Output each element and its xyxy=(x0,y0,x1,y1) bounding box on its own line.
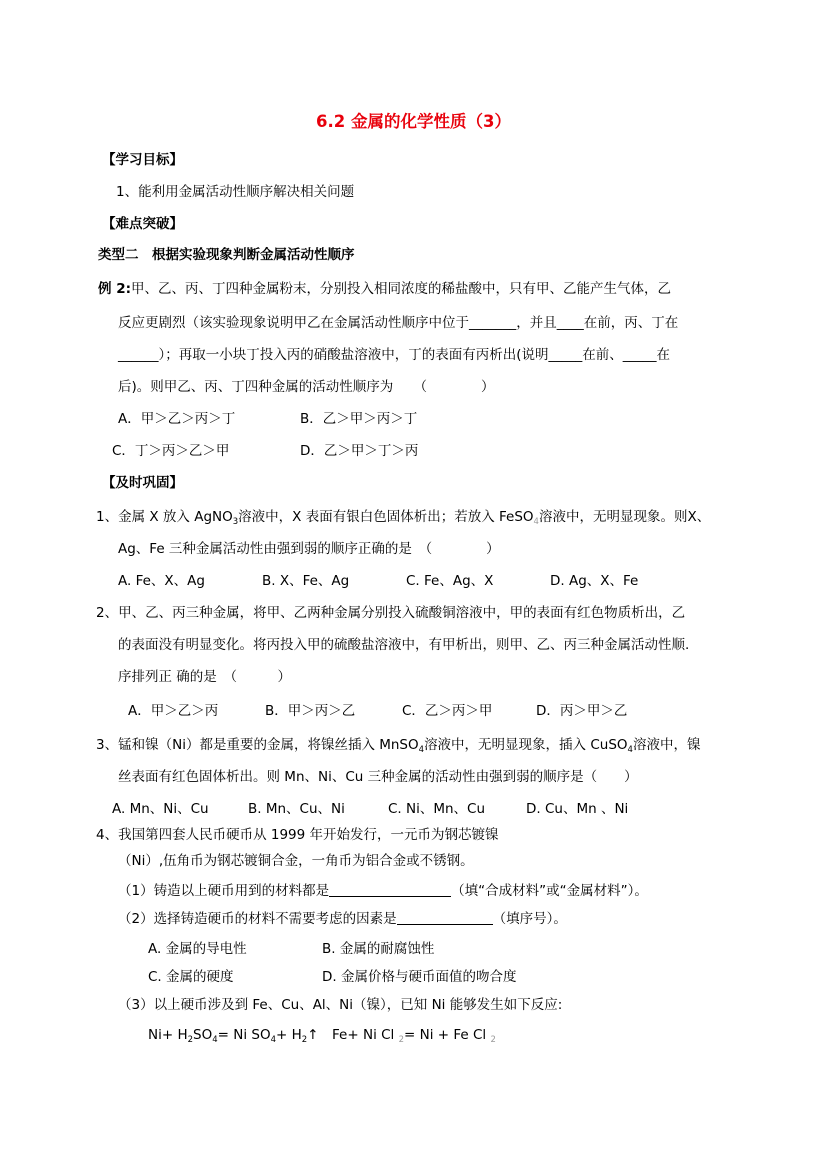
example-option-a: A．甲＞乙＞丙＞丁 xyxy=(118,411,236,427)
q4-sub2-text: （2）选择铸造硬币的材料不需要考虑的因素是 xyxy=(118,911,397,927)
equation-subscript: 2 xyxy=(398,1035,404,1045)
difficulty-heading: 【难点突破】 xyxy=(102,216,183,232)
q3-option-b: B. Mn、Cu、Ni xyxy=(248,801,345,817)
example-option-c: C．丁＞丙＞乙＞甲 xyxy=(112,443,230,459)
q2-option-a: A．甲＞乙＞丙 xyxy=(128,703,219,719)
equation-subscript: 4 xyxy=(212,1035,218,1045)
q3-option-d: D. Cu、Mn 、Ni xyxy=(526,801,629,817)
q1-subscript: 4 xyxy=(533,517,539,527)
q4-line-1: 4、我国第四套人民币硬币从 1999 年开始发行，一元币为钢芯镀镍 xyxy=(96,827,499,843)
example-line-2: 反应更剧烈（该实验现象说明甲乙在金属活动性顺序中位于_______，并且____在前，丙、丁在 xyxy=(118,315,679,331)
q3-text-c: 溶液中，镍 xyxy=(632,737,701,753)
q2-option-c: C．乙＞丙＞甲 xyxy=(402,703,493,719)
page-title: 6.2 金属的化学性质（3） xyxy=(316,112,511,131)
equation-text: = Ni + Fe Cl xyxy=(404,1027,491,1043)
q3-line-1 xyxy=(96,736,700,759)
q3-subscript: 4 xyxy=(418,745,425,755)
q4-option-c: C. 金属的硬度 xyxy=(148,969,234,985)
q2-option-d: D．丙＞甲＞乙 xyxy=(536,703,628,719)
q2-line-2: 的表面没有明显变化。将丙投入甲的硫酸盐溶液中，有甲析出，则甲、乙、丙三种金属活动性顺. xyxy=(118,637,690,653)
q1-text-a: 1、金属 X 放入 AgNO xyxy=(96,509,233,525)
q2-line-3: 序排列正 确的是 （ ） xyxy=(118,669,292,685)
example-text: 甲、乙、丙、丁四种金属粉末，分别投入相同浓度的稀盐酸中，只有甲、乙能产生气体，乙 xyxy=(131,281,671,297)
example-line-1 xyxy=(98,280,671,298)
q1-option-c: C. Fe、Ag、X xyxy=(406,573,494,589)
q3-text-b: 溶液中，无明显现象，插入 CuSO xyxy=(424,737,628,753)
equation-text: + H xyxy=(276,1027,302,1043)
q1-option-b: B. X、Fe、Ag xyxy=(262,573,350,589)
q1-text-c: 溶液中，无明显现象。则X、 xyxy=(538,509,711,525)
equation-subscript: 4 xyxy=(270,1035,277,1045)
equation-text: ↑ Fe+ Ni Cl xyxy=(307,1027,399,1043)
example-line-4: 后)。则甲乙、丙、丁四种金属的活动性顺序为 （ ） xyxy=(118,379,495,395)
answer-blank[interactable] xyxy=(397,910,493,925)
q2-line-1: 2、甲、乙、丙三种金属，将甲、乙两种金属分别投入硫酸铜溶液中，甲的表面有红色物质析出，乙 xyxy=(96,605,686,621)
q3-option-c: C. Ni、Mn、Cu xyxy=(388,801,486,817)
q1-subscript: 3 xyxy=(232,517,239,527)
q3-line-2: 丝表面有红色固体析出。则 Mn、Ni、Cu 三种金属的活动性由强到弱的顺序是（ ） xyxy=(118,769,638,785)
q4-sub1-hint: （填“合成材料”或“金属材料”）。 xyxy=(451,883,648,899)
q1-line-2: Ag、Fe 三种金属活动性由强到弱的顺序正确的是 （ ） xyxy=(118,541,500,557)
q4-sub-question-2 xyxy=(118,910,567,928)
q4-option-d: D. 金属价格与硬币面值的吻合度 xyxy=(322,969,517,985)
equation-text: SO xyxy=(193,1027,213,1043)
type-heading: 类型二 根据实验现象判断金属活动性顺序 xyxy=(98,247,355,263)
q3-option-a: A. Mn、Ni、Cu xyxy=(112,801,209,817)
example-line-3: ______）；再取一小块丁投入丙的硝酸盐溶液中，丁的表面有丙析出(说明_____在前、_____在 xyxy=(118,347,671,363)
example-option-d: D．乙＞甲＞丁＞丙 xyxy=(300,443,419,459)
q3-subscript: 4 xyxy=(627,745,633,755)
q3-text-a: 3、锰和镍（Ni）都是重要的金属，将镍丝插入 MnSO xyxy=(96,737,419,753)
q4-option-b: B. 金属的耐腐蚀性 xyxy=(322,941,435,957)
example-option-b: B．乙＞甲＞丙＞丁 xyxy=(300,411,418,427)
q4-option-a: A. 金属的导电性 xyxy=(148,941,247,957)
q1-text-b: 溶液中，X 表面有银白色固体析出；若放入 FeSO xyxy=(238,509,534,525)
q1-option-a: A. Fe、X、Ag xyxy=(118,573,205,589)
equation-subscript: 2 xyxy=(187,1035,194,1045)
equation-subscript: 2 xyxy=(490,1035,496,1045)
q4-sub2-hint: （填序号）。 xyxy=(492,911,567,927)
q4-sub-question-1 xyxy=(118,882,648,900)
q4-sub-question-3: （3）以上硬币涉及到 Fe、Cu、Al、Ni（镍），已知 Ni 能够发生如下反应: xyxy=(118,997,563,1013)
q2-option-b: B．甲＞丙＞乙 xyxy=(265,703,356,719)
goal-item: 1、能利用金属活动性顺序解决相关问题 xyxy=(116,184,355,200)
q1-line-1 xyxy=(96,508,710,531)
q1-option-d: D. Ag、X、Fe xyxy=(550,573,639,589)
reaction-equations xyxy=(148,1026,496,1049)
q4-line-2: （Ni）,伍角币为钢芯镀铜合金，一角币为铝合金或不锈钢。 xyxy=(118,853,474,869)
q4-sub1-text: （1）铸造以上硬币用到的材料都是 xyxy=(118,883,330,899)
equation-text: = Ni SO xyxy=(217,1027,271,1043)
equation-text: Ni+ H xyxy=(148,1027,188,1043)
example-label: 例 2: xyxy=(98,281,131,297)
goals-heading: 【学习目标】 xyxy=(102,152,183,168)
consolidate-heading: 【及时巩固】 xyxy=(102,475,183,491)
equation-subscript: 2 xyxy=(301,1035,308,1045)
answer-blank[interactable] xyxy=(329,882,451,897)
